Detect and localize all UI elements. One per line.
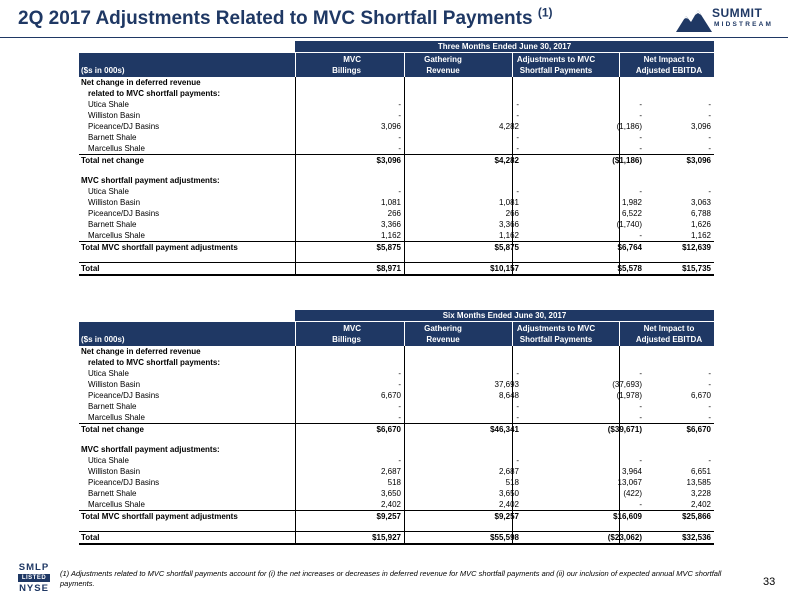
- table-row: [79, 88, 714, 99]
- table-row: [79, 186, 714, 197]
- table-row: [79, 423, 714, 435]
- row-value: -: [398, 413, 401, 422]
- row-value: -: [639, 187, 642, 196]
- row-value: -: [516, 187, 519, 196]
- header-column-divider: [512, 53, 513, 77]
- row-value: (1,740): [616, 220, 642, 229]
- table-row: [79, 412, 714, 423]
- row-value: $6,670: [686, 425, 711, 434]
- row-label: Marcellus Shale: [88, 144, 145, 153]
- table-row: [79, 99, 714, 110]
- table-row: [79, 455, 714, 466]
- row-value: -: [708, 380, 711, 389]
- row-value: -: [516, 402, 519, 411]
- row-value: -: [516, 133, 519, 142]
- row-value: -: [398, 100, 401, 109]
- row-value: -: [516, 413, 519, 422]
- row-value: $9,257: [494, 512, 519, 521]
- row-value: 3,366: [380, 220, 401, 229]
- row-value: -: [708, 111, 711, 120]
- title-divider: [0, 37, 788, 38]
- row-label: Barnett Shale: [88, 133, 137, 142]
- column-header-c2: [395, 323, 491, 345]
- row-value: $15,735: [682, 264, 711, 273]
- period-header: Three Months Ended June 30, 2017: [295, 41, 714, 52]
- table-row: [79, 166, 714, 175]
- row-label: Piceance/DJ Basins: [88, 209, 160, 218]
- table-row: [79, 219, 714, 230]
- row-value: $25,866: [682, 512, 711, 521]
- summit-midstream-logo: [676, 4, 784, 38]
- row-value: $46,341: [490, 425, 519, 434]
- nyse-listing-logo: [12, 562, 56, 594]
- table-row: [79, 110, 714, 121]
- row-label: Total: [81, 264, 100, 273]
- row-value: (422): [623, 489, 642, 498]
- row-value: $8,971: [376, 264, 401, 273]
- row-value: 2,402: [690, 500, 711, 509]
- row-value: -: [639, 231, 642, 240]
- row-value: $9,257: [376, 512, 401, 521]
- page-title: [18, 5, 553, 30]
- row-value: 1,162: [690, 231, 711, 240]
- column-header-row: [79, 52, 714, 77]
- column-header-line: Net Impact to: [643, 324, 695, 333]
- ticker-symbol: SMLP: [18, 562, 50, 573]
- table-row: [79, 390, 714, 401]
- column-header-line: Gathering: [424, 324, 462, 333]
- row-value: 2,687: [380, 467, 401, 476]
- row-value: -: [639, 500, 642, 509]
- units-label: ($s in 000s): [81, 66, 125, 75]
- row-value: $12,639: [682, 243, 711, 252]
- row-value: ($23,062): [607, 533, 642, 542]
- row-value: $6,764: [617, 243, 642, 252]
- row-value: 2,402: [380, 500, 401, 509]
- row-value: 3,063: [690, 198, 711, 207]
- mountain-icon: [676, 8, 712, 34]
- row-value: -: [708, 402, 711, 411]
- financial-table: [79, 41, 714, 276]
- row-value: 518: [387, 478, 401, 487]
- table-row: [79, 197, 714, 208]
- row-value: -: [639, 456, 642, 465]
- row-label: Marcellus Shale: [88, 413, 145, 422]
- row-label: Net change in deferred revenue: [81, 78, 201, 87]
- table-row: [79, 522, 714, 531]
- column-header-c3: [491, 54, 621, 76]
- row-label: Marcellus Shale: [88, 231, 145, 240]
- header-column-divider: [404, 53, 405, 77]
- row-value: -: [516, 100, 519, 109]
- table-body: [79, 346, 714, 545]
- row-value: -: [639, 111, 642, 120]
- row-value: -: [708, 413, 711, 422]
- row-label: Total MVC shortfall payment adjustments: [81, 512, 238, 521]
- row-value: -: [639, 369, 642, 378]
- row-value: 6,670: [690, 391, 711, 400]
- column-header-line: Shortfall Payments: [519, 66, 593, 75]
- row-label: Utica Shale: [88, 187, 129, 196]
- row-value: $3,096: [376, 156, 401, 165]
- table-row: [79, 357, 714, 368]
- table-row: [79, 346, 714, 357]
- column-header-c2: [395, 54, 491, 76]
- row-label: Williston Basin: [88, 380, 141, 389]
- row-value: -: [398, 369, 401, 378]
- title-footnote-marker: (1): [537, 5, 553, 20]
- column-header-line: Adjustments to MVC: [516, 55, 596, 64]
- table-row: [79, 143, 714, 154]
- column-header-c4: [621, 54, 717, 76]
- table-row: [79, 262, 714, 276]
- column-header-line: Adjusted EBITDA: [635, 335, 703, 344]
- column-header-row: [79, 321, 714, 346]
- row-value: -: [708, 187, 711, 196]
- row-value: $5,875: [494, 243, 519, 252]
- row-value: -: [639, 133, 642, 142]
- row-label: Total: [81, 533, 100, 542]
- column-header-line: MVC: [343, 55, 361, 64]
- table-row: [79, 253, 714, 262]
- financial-table: [79, 310, 714, 545]
- table-row: [79, 435, 714, 444]
- row-value: (1,978): [616, 391, 642, 400]
- table-row: [79, 444, 714, 455]
- row-value: 6,522: [621, 209, 642, 218]
- column-header-c3: [491, 323, 621, 345]
- row-label: Utica Shale: [88, 369, 129, 378]
- row-value: 1,162: [380, 231, 401, 240]
- row-value: -: [398, 111, 401, 120]
- row-label: Barnett Shale: [88, 489, 137, 498]
- row-value: $32,536: [682, 533, 711, 542]
- row-value: -: [398, 402, 401, 411]
- row-value: 1,982: [621, 198, 642, 207]
- row-label: Barnett Shale: [88, 220, 137, 229]
- row-value: ($1,186): [612, 156, 642, 165]
- row-value: $15,927: [372, 533, 401, 542]
- column-header-line: Shortfall Payments: [519, 335, 593, 344]
- row-label: MVC shortfall payment adjustments:: [81, 176, 220, 185]
- table-row: [79, 175, 714, 186]
- row-value: -: [708, 456, 711, 465]
- row-label: Utica Shale: [88, 456, 129, 465]
- row-value: -: [708, 100, 711, 109]
- header-column-divider: [619, 322, 620, 346]
- row-value: 1,081: [498, 198, 519, 207]
- row-value: -: [398, 380, 401, 389]
- table-row: [79, 77, 714, 88]
- table-row: [79, 488, 714, 499]
- row-value: -: [708, 369, 711, 378]
- row-value: -: [398, 144, 401, 153]
- row-value: 2,402: [498, 500, 519, 509]
- row-label: Utica Shale: [88, 100, 129, 109]
- column-header-c4: [621, 323, 717, 345]
- column-header-c1: [269, 323, 361, 345]
- row-label: Marcellus Shale: [88, 500, 145, 509]
- column-header-line: MVC: [343, 324, 361, 333]
- row-value: $5,578: [617, 264, 642, 273]
- row-value: -: [639, 144, 642, 153]
- row-value: 266: [387, 209, 401, 218]
- row-value: 6,670: [380, 391, 401, 400]
- row-value: $6,670: [376, 425, 401, 434]
- row-value: 266: [505, 209, 519, 218]
- row-value: (37,693): [612, 380, 642, 389]
- row-value: 13,585: [686, 478, 711, 487]
- units-label: ($s in 000s): [81, 335, 125, 344]
- row-value: -: [398, 187, 401, 196]
- row-value: 3,650: [498, 489, 519, 498]
- row-label: Williston Basin: [88, 111, 141, 120]
- row-label: Piceance/DJ Basins: [88, 391, 160, 400]
- row-value: $4,282: [494, 156, 519, 165]
- row-value: 518: [505, 478, 519, 487]
- row-label: Piceance/DJ Basins: [88, 478, 160, 487]
- row-value: 1,626: [690, 220, 711, 229]
- row-value: -: [398, 133, 401, 142]
- table-row: [79, 121, 714, 132]
- row-label: Barnett Shale: [88, 402, 137, 411]
- header-column-divider: [295, 53, 296, 77]
- table-row: [79, 368, 714, 379]
- header-column-divider: [512, 322, 513, 346]
- row-value: 2,687: [498, 467, 519, 476]
- row-value: 3,650: [380, 489, 401, 498]
- header-column-divider: [619, 53, 620, 77]
- row-label: Williston Basin: [88, 198, 141, 207]
- table-row: [79, 208, 714, 219]
- row-value: 3,964: [621, 467, 642, 476]
- row-value: $10,157: [490, 264, 519, 273]
- row-value: 6,651: [690, 467, 711, 476]
- row-label: related to MVC shortfall payments:: [88, 358, 221, 367]
- row-value: 3,228: [690, 489, 711, 498]
- row-label: Total MVC shortfall payment adjustments: [81, 243, 238, 252]
- header-column-divider: [404, 322, 405, 346]
- row-value: 1,081: [380, 198, 401, 207]
- row-value: (1,186): [616, 122, 642, 131]
- row-value: ($39,671): [607, 425, 642, 434]
- column-header-line: Revenue: [426, 335, 460, 344]
- row-value: 3,096: [380, 122, 401, 131]
- row-value: 3,366: [498, 220, 519, 229]
- table-row: [79, 132, 714, 143]
- period-header: Six Months Ended June 30, 2017: [295, 310, 714, 321]
- logo-text-main: SUMMIT: [712, 6, 763, 20]
- table-row: [79, 510, 714, 522]
- row-value: 8,648: [498, 391, 519, 400]
- row-value: -: [516, 456, 519, 465]
- row-value: 1,162: [498, 231, 519, 240]
- row-label: MVC shortfall payment adjustments:: [81, 445, 220, 454]
- row-value: $55,598: [490, 533, 519, 542]
- column-header-line: Net Impact to: [643, 55, 695, 64]
- exchange-name: NYSE: [19, 583, 49, 594]
- table-row: [79, 477, 714, 488]
- header-column-divider: [295, 322, 296, 346]
- row-value: $16,609: [613, 512, 642, 521]
- column-header-c1: [269, 54, 361, 76]
- column-header-line: Billings: [332, 335, 361, 344]
- row-label: Net change in deferred revenue: [81, 347, 201, 356]
- row-label: Piceance/DJ Basins: [88, 122, 160, 131]
- row-label: Williston Basin: [88, 467, 141, 476]
- row-value: 13,067: [617, 478, 642, 487]
- row-label: Total net change: [81, 425, 144, 434]
- column-header-line: Adjusted EBITDA: [635, 66, 703, 75]
- row-value: 37,693: [494, 380, 519, 389]
- table-row: [79, 241, 714, 253]
- row-label: Total net change: [81, 156, 144, 165]
- row-value: -: [516, 369, 519, 378]
- row-value: -: [639, 100, 642, 109]
- row-value: -: [708, 144, 711, 153]
- row-value: $5,875: [376, 243, 401, 252]
- table-row: [79, 531, 714, 545]
- row-label: related to MVC shortfall payments:: [88, 89, 221, 98]
- row-value: -: [516, 111, 519, 120]
- row-value: -: [398, 456, 401, 465]
- row-value: 4,282: [498, 122, 519, 131]
- table-row: [79, 230, 714, 241]
- column-header-line: Billings: [332, 66, 361, 75]
- row-value: -: [639, 402, 642, 411]
- page-title-text: 2Q 2017 Adjustments Related to MVC Shortfall Payments: [18, 8, 533, 29]
- row-value: $3,096: [686, 156, 711, 165]
- listed-badge: LISTED: [18, 574, 50, 582]
- row-value: -: [708, 133, 711, 142]
- page-number: 33: [763, 576, 776, 588]
- table-row: [79, 379, 714, 390]
- row-value: 3,096: [690, 122, 711, 131]
- row-value: -: [639, 413, 642, 422]
- row-value: -: [516, 144, 519, 153]
- table-row: [79, 401, 714, 412]
- row-value: 6,788: [690, 209, 711, 218]
- table-body: [79, 77, 714, 276]
- column-header-line: Gathering: [424, 55, 462, 64]
- footnote: (1) Adjustments related to MVC shortfall payments account for (i) the net increases or decreases in deferred revenue for MVC shortfall payments and (ii) our inclusion of expected annual MVC shortfall payments.: [60, 569, 722, 588]
- logo-text-sub: MIDSTREAM: [714, 21, 774, 28]
- table-row: [79, 466, 714, 477]
- column-header-line: Revenue: [426, 66, 460, 75]
- table-row: [79, 499, 714, 510]
- column-header-line: Adjustments to MVC: [516, 324, 596, 333]
- table-row: [79, 154, 714, 166]
